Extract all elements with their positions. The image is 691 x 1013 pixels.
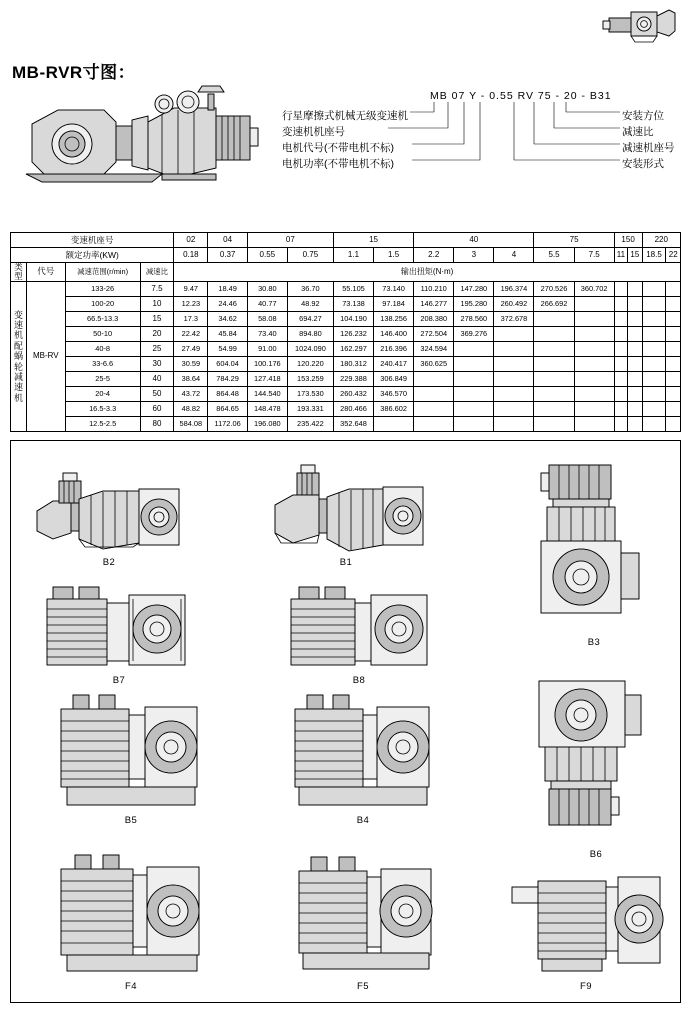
cell-power-12: 15 bbox=[628, 248, 642, 263]
cell-torque bbox=[614, 416, 627, 431]
cell-ratio: 50 bbox=[140, 386, 174, 401]
figure-b4 bbox=[283, 691, 443, 826]
cell-torque bbox=[454, 401, 494, 416]
cell-range: 25-5 bbox=[65, 371, 140, 386]
cell-torque bbox=[374, 416, 414, 431]
cell-size-5: 75 bbox=[534, 233, 614, 248]
table-row bbox=[11, 326, 681, 341]
cell-torque: 127.418 bbox=[247, 371, 287, 386]
cell-power-2: 0.55 bbox=[247, 248, 287, 263]
mounting-figures-panel bbox=[10, 440, 681, 1003]
cell-torque: 369.276 bbox=[454, 326, 494, 341]
figure-b7 bbox=[39, 581, 199, 686]
cell-torque: 55.105 bbox=[333, 281, 373, 296]
legend-left-3: 电机功率(不带电机不标) bbox=[282, 158, 394, 170]
cell-torque: 36.70 bbox=[287, 281, 333, 296]
cell-range: 12.5-2.5 bbox=[65, 416, 140, 431]
cell-range: 16.5-3.3 bbox=[65, 401, 140, 416]
cell-torque: 173.530 bbox=[287, 386, 333, 401]
legend-left-1: 变速机机座号 bbox=[282, 126, 345, 138]
cell-torque: 40.77 bbox=[247, 296, 287, 311]
figure-caption: B1 bbox=[339, 557, 353, 568]
cell-range: 33-6.6 bbox=[65, 356, 140, 371]
cell-ratio: 80 bbox=[140, 416, 174, 431]
cell-size-4: 40 bbox=[414, 233, 534, 248]
cell-ratio: 30 bbox=[140, 356, 174, 371]
cell-torque: 9.47 bbox=[174, 281, 208, 296]
cell-torque: 48.92 bbox=[287, 296, 333, 311]
cell-size-0: 02 bbox=[174, 233, 208, 248]
cell-torque bbox=[574, 401, 614, 416]
cell-torque bbox=[628, 371, 642, 386]
cell-type-value: 变速机配蜗轮减速机 bbox=[11, 281, 27, 431]
legend-right-2: 减速机座号 bbox=[622, 142, 675, 154]
cell-torque bbox=[642, 281, 666, 296]
cell-torque: 360.625 bbox=[414, 356, 454, 371]
cell-torque: 97.184 bbox=[374, 296, 414, 311]
cell-torque: 110.210 bbox=[414, 281, 454, 296]
cell-torque bbox=[494, 326, 534, 341]
cell-torque bbox=[454, 371, 494, 386]
cell-ratio: 40 bbox=[140, 371, 174, 386]
cell-torque: 280.466 bbox=[333, 401, 373, 416]
cell-ratio: 60 bbox=[140, 401, 174, 416]
cell-torque: 48.82 bbox=[174, 401, 208, 416]
cell-torque bbox=[628, 296, 642, 311]
table-row-sizes bbox=[11, 233, 681, 248]
cell-torque: 30.59 bbox=[174, 356, 208, 371]
cell-torque: 260.432 bbox=[333, 386, 373, 401]
cell-torque bbox=[534, 356, 574, 371]
cell-torque bbox=[666, 356, 681, 371]
cell-power-9: 5.5 bbox=[534, 248, 574, 263]
cell-torque: 864.48 bbox=[208, 386, 247, 401]
cell-torque: 229.388 bbox=[333, 371, 373, 386]
cell-ratio: 15 bbox=[140, 311, 174, 326]
figure-b5 bbox=[51, 691, 211, 826]
cell-torque: 34.62 bbox=[208, 311, 247, 326]
table-row bbox=[11, 386, 681, 401]
cell-torque bbox=[666, 416, 681, 431]
cell-torque bbox=[642, 416, 666, 431]
cell-torque: 1172.06 bbox=[208, 416, 247, 431]
cell-torque bbox=[534, 311, 574, 326]
cell-torque bbox=[642, 341, 666, 356]
cell-torque bbox=[666, 296, 681, 311]
cell-torque: 148.478 bbox=[247, 401, 287, 416]
cell-torque bbox=[494, 401, 534, 416]
cell-range: 40-8 bbox=[65, 341, 140, 356]
table-row bbox=[11, 311, 681, 326]
figure-caption: F9 bbox=[579, 981, 593, 992]
cell-power-4: 1.1 bbox=[333, 248, 373, 263]
cell-power-14: 22 bbox=[666, 248, 681, 263]
cell-torque: 120.220 bbox=[287, 356, 333, 371]
figure-caption: B2 bbox=[102, 557, 116, 568]
cell-torque: 73.138 bbox=[333, 296, 373, 311]
cell-torque: 38.64 bbox=[174, 371, 208, 386]
cell-torque bbox=[534, 401, 574, 416]
legend-right-0: 安装方位 bbox=[622, 110, 664, 122]
cell-header-code: 代号 bbox=[27, 263, 66, 282]
cell-torque: 153.259 bbox=[287, 371, 333, 386]
figure-caption: B7 bbox=[112, 675, 126, 686]
specification-table bbox=[10, 232, 681, 432]
cell-torque: 216.396 bbox=[374, 341, 414, 356]
cell-ratio: 20 bbox=[140, 326, 174, 341]
cell-torque bbox=[628, 416, 642, 431]
cell-torque bbox=[666, 371, 681, 386]
model-code: MB 07 Y - 0.55 RV 75 - 20 - B31 bbox=[430, 90, 612, 102]
cell-torque: 104.190 bbox=[333, 311, 373, 326]
figure-caption: B5 bbox=[124, 815, 138, 826]
cell-torque: 27.49 bbox=[174, 341, 208, 356]
cell-torque: 138.256 bbox=[374, 311, 414, 326]
cell-torque: 147.280 bbox=[454, 281, 494, 296]
cell-torque: 386.602 bbox=[374, 401, 414, 416]
cell-torque: 208.380 bbox=[414, 311, 454, 326]
cell-torque bbox=[614, 401, 627, 416]
figure-b3 bbox=[519, 459, 669, 648]
figure-caption: B6 bbox=[589, 849, 603, 860]
cell-torque bbox=[628, 341, 642, 356]
cell-torque: 694.27 bbox=[287, 311, 333, 326]
cell-range: 133-26 bbox=[65, 281, 140, 296]
legend-right-1: 减速比 bbox=[622, 126, 654, 138]
cell-torque: 196.374 bbox=[494, 281, 534, 296]
cell-torque bbox=[666, 341, 681, 356]
cell-torque: 22.42 bbox=[174, 326, 208, 341]
figure-caption: F5 bbox=[356, 981, 370, 992]
cell-torque bbox=[414, 371, 454, 386]
cell-power-5: 1.5 bbox=[374, 248, 414, 263]
cell-torque: 270.526 bbox=[534, 281, 574, 296]
cell-torque: 864.65 bbox=[208, 401, 247, 416]
cell-power-10: 7.5 bbox=[574, 248, 614, 263]
cell-range: 66.5-13.3 bbox=[65, 311, 140, 326]
cell-torque bbox=[614, 386, 627, 401]
cell-torque bbox=[574, 386, 614, 401]
table-row bbox=[11, 401, 681, 416]
cell-torque bbox=[494, 356, 534, 371]
cell-torque bbox=[642, 356, 666, 371]
cell-torque bbox=[454, 416, 494, 431]
cell-torque bbox=[666, 326, 681, 341]
cell-torque bbox=[494, 371, 534, 386]
cell-torque: 58.08 bbox=[247, 311, 287, 326]
cell-header-ratio: 减速比 bbox=[140, 263, 174, 282]
cell-power-0: 0.18 bbox=[174, 248, 208, 263]
figure-caption: F4 bbox=[124, 981, 138, 992]
cell-torque bbox=[666, 281, 681, 296]
legend-left-2: 电机代号(不带电机不标) bbox=[282, 142, 394, 154]
cell-header-type: 类型 bbox=[11, 263, 27, 282]
cell-size-2: 07 bbox=[247, 233, 333, 248]
cell-power-6: 2.2 bbox=[414, 248, 454, 263]
cell-ratio: 7.5 bbox=[140, 281, 174, 296]
cell-torque: 266.692 bbox=[534, 296, 574, 311]
cell-torque: 24.46 bbox=[208, 296, 247, 311]
cell-torque bbox=[614, 341, 627, 356]
figure-b2 bbox=[29, 459, 189, 568]
cell-torque bbox=[414, 416, 454, 431]
table-row-power bbox=[11, 248, 681, 263]
cell-torque: 144.540 bbox=[247, 386, 287, 401]
cell-torque bbox=[666, 386, 681, 401]
cell-power-label: 额定功率(KW) bbox=[11, 248, 174, 263]
table-row bbox=[11, 281, 681, 296]
cell-torque bbox=[454, 341, 494, 356]
cell-torque bbox=[628, 326, 642, 341]
cell-torque: 1024.090 bbox=[287, 341, 333, 356]
cell-torque bbox=[614, 296, 627, 311]
cell-torque bbox=[666, 311, 681, 326]
cell-torque: 180.312 bbox=[333, 356, 373, 371]
cell-torque: 146.277 bbox=[414, 296, 454, 311]
figure-caption: B4 bbox=[356, 815, 370, 826]
figure-caption: B8 bbox=[352, 675, 366, 686]
cell-torque bbox=[494, 416, 534, 431]
cell-torque: 43.72 bbox=[174, 386, 208, 401]
cell-torque: 45.84 bbox=[208, 326, 247, 341]
cell-torque: 604.04 bbox=[208, 356, 247, 371]
table-row bbox=[11, 296, 681, 311]
cell-torque: 193.331 bbox=[287, 401, 333, 416]
figure-f9 bbox=[506, 863, 666, 992]
cell-torque bbox=[574, 326, 614, 341]
cell-torque bbox=[574, 356, 614, 371]
cell-torque: 146.400 bbox=[374, 326, 414, 341]
cell-torque bbox=[534, 371, 574, 386]
legend-left-0: 行星摩擦式机械无级变速机 bbox=[282, 110, 408, 122]
cell-power-8: 4 bbox=[494, 248, 534, 263]
model-code-legend bbox=[282, 88, 682, 198]
cell-torque bbox=[574, 416, 614, 431]
cell-torque bbox=[614, 281, 627, 296]
cell-torque bbox=[642, 371, 666, 386]
page-title: MB-RVR寸图： bbox=[12, 63, 136, 82]
figure-b8 bbox=[279, 581, 439, 686]
cell-torque bbox=[628, 311, 642, 326]
cell-torque bbox=[494, 386, 534, 401]
cell-size-7: 220 bbox=[642, 233, 681, 248]
cell-torque bbox=[614, 326, 627, 341]
cell-torque bbox=[642, 311, 666, 326]
cell-size-1: 04 bbox=[208, 233, 247, 248]
cell-size-6: 150 bbox=[614, 233, 642, 248]
cell-torque: 12.23 bbox=[174, 296, 208, 311]
cell-torque: 278.560 bbox=[454, 311, 494, 326]
cell-torque: 196.080 bbox=[247, 416, 287, 431]
cell-torque: 17.3 bbox=[174, 311, 208, 326]
cell-torque bbox=[534, 326, 574, 341]
cell-torque bbox=[534, 341, 574, 356]
figure-f5 bbox=[283, 853, 443, 992]
cell-torque bbox=[574, 311, 614, 326]
cell-torque bbox=[666, 401, 681, 416]
cell-torque: 346.570 bbox=[374, 386, 414, 401]
table-row bbox=[11, 416, 681, 431]
cell-size-3: 15 bbox=[333, 233, 413, 248]
cell-torque: 584.08 bbox=[174, 416, 208, 431]
cell-torque bbox=[642, 296, 666, 311]
cell-torque: 30.80 bbox=[247, 281, 287, 296]
cell-power-7: 3 bbox=[454, 248, 494, 263]
cell-torque bbox=[574, 341, 614, 356]
cell-torque bbox=[628, 281, 642, 296]
cell-torque bbox=[642, 386, 666, 401]
cell-power-11: 11 bbox=[614, 248, 627, 263]
cell-torque bbox=[614, 356, 627, 371]
cell-torque bbox=[574, 296, 614, 311]
cell-ratio: 25 bbox=[140, 341, 174, 356]
figure-f4 bbox=[51, 851, 211, 992]
cell-torque: 54.99 bbox=[208, 341, 247, 356]
cell-power-13: 18.5 bbox=[642, 248, 666, 263]
cell-torque: 100.176 bbox=[247, 356, 287, 371]
cell-size-label: 变速机座号 bbox=[11, 233, 174, 248]
cell-header-torque: 输出扭矩(N·m) bbox=[174, 263, 681, 282]
figure-caption: B3 bbox=[587, 637, 601, 648]
cell-torque: 18.49 bbox=[208, 281, 247, 296]
cell-header-range: 减速范围(r/min) bbox=[65, 263, 140, 282]
figure-b6 bbox=[521, 671, 671, 860]
cell-ratio: 10 bbox=[140, 296, 174, 311]
cell-torque bbox=[628, 356, 642, 371]
cell-power-3: 0.75 bbox=[287, 248, 333, 263]
cell-torque bbox=[454, 356, 494, 371]
cell-range: 50-10 bbox=[65, 326, 140, 341]
cell-torque: 894.80 bbox=[287, 326, 333, 341]
cell-torque bbox=[494, 341, 534, 356]
table-row-headers bbox=[11, 263, 681, 282]
cell-torque: 91.00 bbox=[247, 341, 287, 356]
cell-torque: 306.849 bbox=[374, 371, 414, 386]
cell-torque bbox=[534, 416, 574, 431]
cell-torque bbox=[628, 386, 642, 401]
cell-torque: 324.594 bbox=[414, 341, 454, 356]
cell-torque bbox=[642, 401, 666, 416]
cell-code-value: MB-RV bbox=[27, 281, 66, 431]
cell-torque bbox=[454, 386, 494, 401]
cell-torque: 272.504 bbox=[414, 326, 454, 341]
cell-power-1: 0.37 bbox=[208, 248, 247, 263]
cell-torque bbox=[642, 326, 666, 341]
cell-torque: 73.40 bbox=[247, 326, 287, 341]
product-thumbnail bbox=[601, 4, 679, 48]
cell-torque bbox=[628, 401, 642, 416]
cell-torque bbox=[414, 401, 454, 416]
cell-torque: 360.702 bbox=[574, 281, 614, 296]
cell-torque bbox=[534, 386, 574, 401]
cell-torque: 162.297 bbox=[333, 341, 373, 356]
cell-torque: 260.492 bbox=[494, 296, 534, 311]
cell-torque: 352.648 bbox=[333, 416, 373, 431]
cell-torque: 73.140 bbox=[374, 281, 414, 296]
table-row bbox=[11, 356, 681, 371]
cell-torque: 784.29 bbox=[208, 371, 247, 386]
assembly-drawing bbox=[12, 82, 262, 202]
figure-b1 bbox=[261, 459, 431, 568]
cell-torque: 240.417 bbox=[374, 356, 414, 371]
cell-torque: 372.678 bbox=[494, 311, 534, 326]
cell-torque: 235.422 bbox=[287, 416, 333, 431]
cell-range: 100-20 bbox=[65, 296, 140, 311]
cell-torque bbox=[614, 311, 627, 326]
cell-range: 20-4 bbox=[65, 386, 140, 401]
table-row bbox=[11, 371, 681, 386]
cell-torque: 195.280 bbox=[454, 296, 494, 311]
table-row bbox=[11, 341, 681, 356]
cell-torque bbox=[574, 371, 614, 386]
cell-torque bbox=[614, 371, 627, 386]
cell-torque: 126.232 bbox=[333, 326, 373, 341]
legend-right-3: 安装形式 bbox=[622, 158, 664, 170]
cell-torque bbox=[414, 386, 454, 401]
